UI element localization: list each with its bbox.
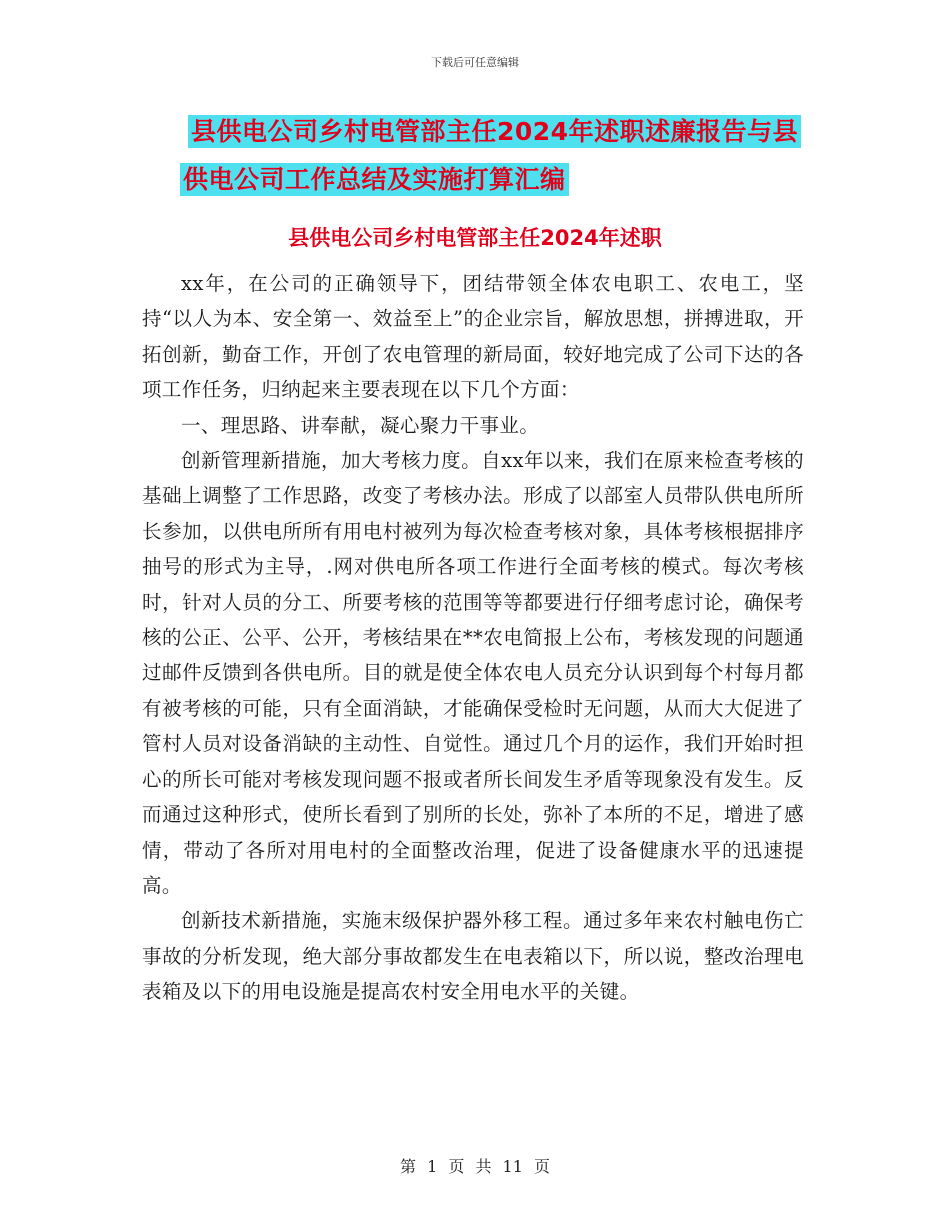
title-line-2: 供电公司工作总结及实施打算汇编 — [180, 163, 569, 196]
paragraph-technology: 创新技术新措施，实施末级保护器外移工程。通过多年来农村触电伤亡事故的分析发现，绝大部分事故都发生在电表箱以下，所以说，整改治理电表箱及以下的用电设施是提高农村安全用电水平的关键。 — [142, 909, 804, 1004]
paragraph-management: 创新管理新措施，加大考核力度。自xx年以来，我们在原来检查考核的基础上调整了工作思路，改变了考核办法。形成了以部室人员带队供电所所长参加，以供电所所有用电村被列为每次检查考核对象，具体考核根据排序抽号的形式为主导，.网对供电所各项工作进行全面考核的模式。每次考核时，针对人员的分工、所要考核的范围等等都要进行仔细考虑讨论，确保考核的公正、公平、公开，考核结果在**农电简报上公布，考核发现的问题通过邮件反馈到各供电所。目的就是使全体农电人员充分认识到每个村每月都有被考核的可能，只有全面消缺，才能确保受检时无问题，从而大大促进了管村人员对设备消缺的主动性、自觉性。通过几个月的运作，我们开始时担心的所长可能对考核发现问题不报或者所长间发生矛盾等现象没有发生。反而通过这种形式，使所长看到了别所的长处，弥补了本所的不足，增进了感情，带动了各所对用电村的全面整改治理，促进了设备健康水平的迅速提高。 — [142, 449, 804, 897]
page-number: 第 1 页 共 11 页 — [400, 1157, 550, 1176]
document-title — [180, 108, 820, 204]
paragraph-heading-1: 一、理思路、讲奉献，凝心聚力干事业。 — [181, 413, 540, 437]
section-title: 县供电公司乡村电管部主任2024年述职 — [288, 226, 662, 250]
document-body — [142, 266, 804, 1010]
page-header-note: 下载后可任意编辑 — [431, 56, 519, 69]
title-line-1: 县供电公司乡村电管部主任2024年述职述廉报告与县 — [188, 115, 801, 148]
paragraph-intro: xx年，在公司的正确领导下，团结带领全体农电职工、农电工，坚持“以人为本、安全第一、效益至上”的企业宗旨，解放思想，拼搏进取，开拓创新，勤奋工作，开创了农电管理的新局面，较好地完成了公司下达的各项工作任务，归纳起来主要表现在以下几个方面： — [142, 272, 804, 402]
